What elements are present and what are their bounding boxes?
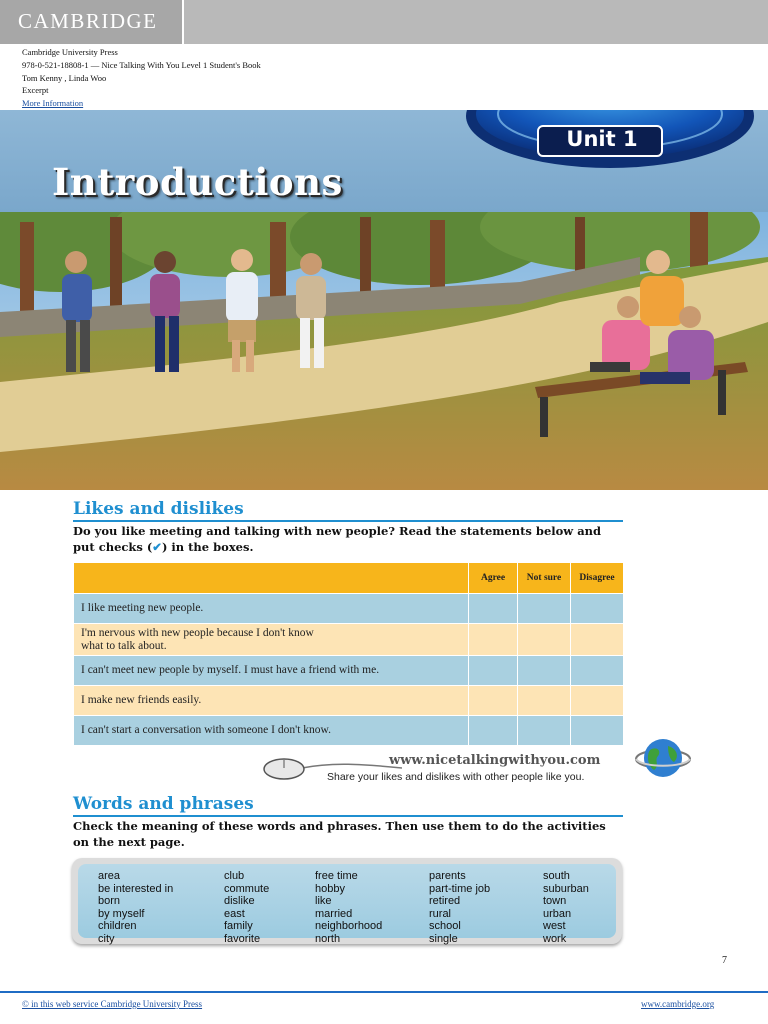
statement-text: I can't meet new people by myself. I must have a friend with me. [74,656,469,686]
disagree-checkbox[interactable] [571,594,624,624]
disagree-header: Disagree [571,563,624,594]
cambridge-website-link[interactable]: www.cambridge.org [641,999,715,1009]
top-brand-bar [0,0,768,44]
word-item: born [98,895,121,908]
word-column-5 [543,870,589,946]
word-item: family [224,920,253,933]
word-item: west [543,920,566,933]
word-item: north [315,932,341,945]
word-item: children [98,920,137,933]
word-item: be interested in [98,882,174,895]
word-item: neighborhood [315,920,383,933]
words-instructions: Check the meaning of these words and phrases. Then use them to do the activities on the next page. [73,819,606,849]
statement-text: I make new friends easily. [74,686,469,716]
word-item: east [224,907,245,920]
word-item: south [543,870,570,882]
words-phrases-heading: Words and phrases [73,794,254,814]
agree-checkbox[interactable] [469,624,518,656]
not-sure-checkbox[interactable] [518,594,571,624]
word-column-4 [429,870,490,946]
likes-instructions [73,523,623,555]
table-row [74,624,624,656]
word-item: by myself [98,907,145,920]
word-item: single [429,932,458,945]
word-item: favorite [224,932,261,945]
word-bank [72,858,622,944]
statement-text: I like meeting new people. [74,594,469,624]
cambridge-logo [0,0,184,44]
more-information-link[interactable]: More Information [22,98,84,109]
brand-text: CAMBRIDGE [18,9,158,33]
table-header-row [74,563,624,594]
isbn-line: 978-0-521-18808-1 — Nice Talking With You Level 1 Student's Book [22,59,261,70]
not-sure-checkbox[interactable] [518,716,571,746]
share-text: Share your likes and dislikes with other people like you. [327,771,585,783]
word-item: city [98,932,115,945]
publisher-line: Cambridge University Press [22,47,118,57]
word-item: free time [315,870,358,882]
excerpt-line: Excerpt [22,85,49,96]
word-item: commute [224,882,270,895]
word-item: school [429,920,461,933]
page-number: 7 [722,955,727,966]
word-item: hobby [315,882,345,895]
table-row [74,656,624,686]
word-item: parents [429,870,466,882]
word-item: rural [429,907,452,920]
disagree-checkbox[interactable] [571,716,624,746]
agree-checkbox[interactable] [469,716,518,746]
word-item: part-time job [429,882,491,895]
disagree-checkbox[interactable] [571,624,624,656]
word-item: retired [429,895,461,908]
likes-instruction-a: Do you like meeting and talking with new people? Read the statements below and [73,524,602,538]
agree-header: Agree [469,563,518,594]
word-item: suburban [543,882,589,895]
word-item: work [543,932,567,945]
word-item: married [315,907,353,920]
unit-banner [0,110,768,490]
word-column-2 [224,870,269,946]
word-item: town [543,895,567,908]
likes-dislikes-heading: Likes and dislikes [73,499,244,519]
globe-icon [634,736,692,782]
footer-rule [0,991,768,993]
likes-table [73,563,623,745]
statement-text: I'm nervous with new people because I don't know what to talk about. [74,624,469,656]
word-item: club [224,870,245,882]
not-sure-checkbox[interactable] [518,686,571,716]
table-row [74,686,624,716]
statement-header [74,563,469,594]
word-item: urban [543,907,572,920]
not-sure-header: Not sure [518,563,571,594]
disagree-checkbox[interactable] [571,656,624,686]
likes-instruction-c: ) in the boxes. [161,540,254,554]
agree-checkbox[interactable] [469,686,518,716]
word-column-3 [315,870,382,946]
word-column-1 [98,870,173,946]
likes-instruction-b: put checks ( [73,540,153,554]
not-sure-checkbox[interactable] [518,656,571,686]
word-bank-inner [78,864,616,945]
book-meta [22,46,261,110]
words-heading-rule [73,815,623,817]
likes-heading-rule [73,520,623,522]
table-row [74,594,624,624]
word-item: dislike [224,895,255,908]
website-link[interactable]: www.nicetalkingwithyou.com [389,753,601,768]
page-title: Introductions [52,160,343,204]
copyright-link[interactable]: © in this web service Cambridge University Press [22,999,203,1009]
statement-text: I can't start a conversation with someone I don't know. [74,716,469,746]
agree-checkbox[interactable] [469,656,518,686]
word-item: like [315,895,332,908]
disagree-checkbox[interactable] [571,686,624,716]
not-sure-checkbox[interactable] [518,624,571,656]
unit-label: Unit 1 [566,127,638,151]
park-scene-illustration [0,212,768,490]
authors-line: Tom Kenny , Linda Woo [22,72,107,83]
word-item: area [98,870,121,882]
table-row [74,716,624,746]
agree-checkbox[interactable] [469,594,518,624]
checkmark-icon: ✔ [152,540,162,554]
